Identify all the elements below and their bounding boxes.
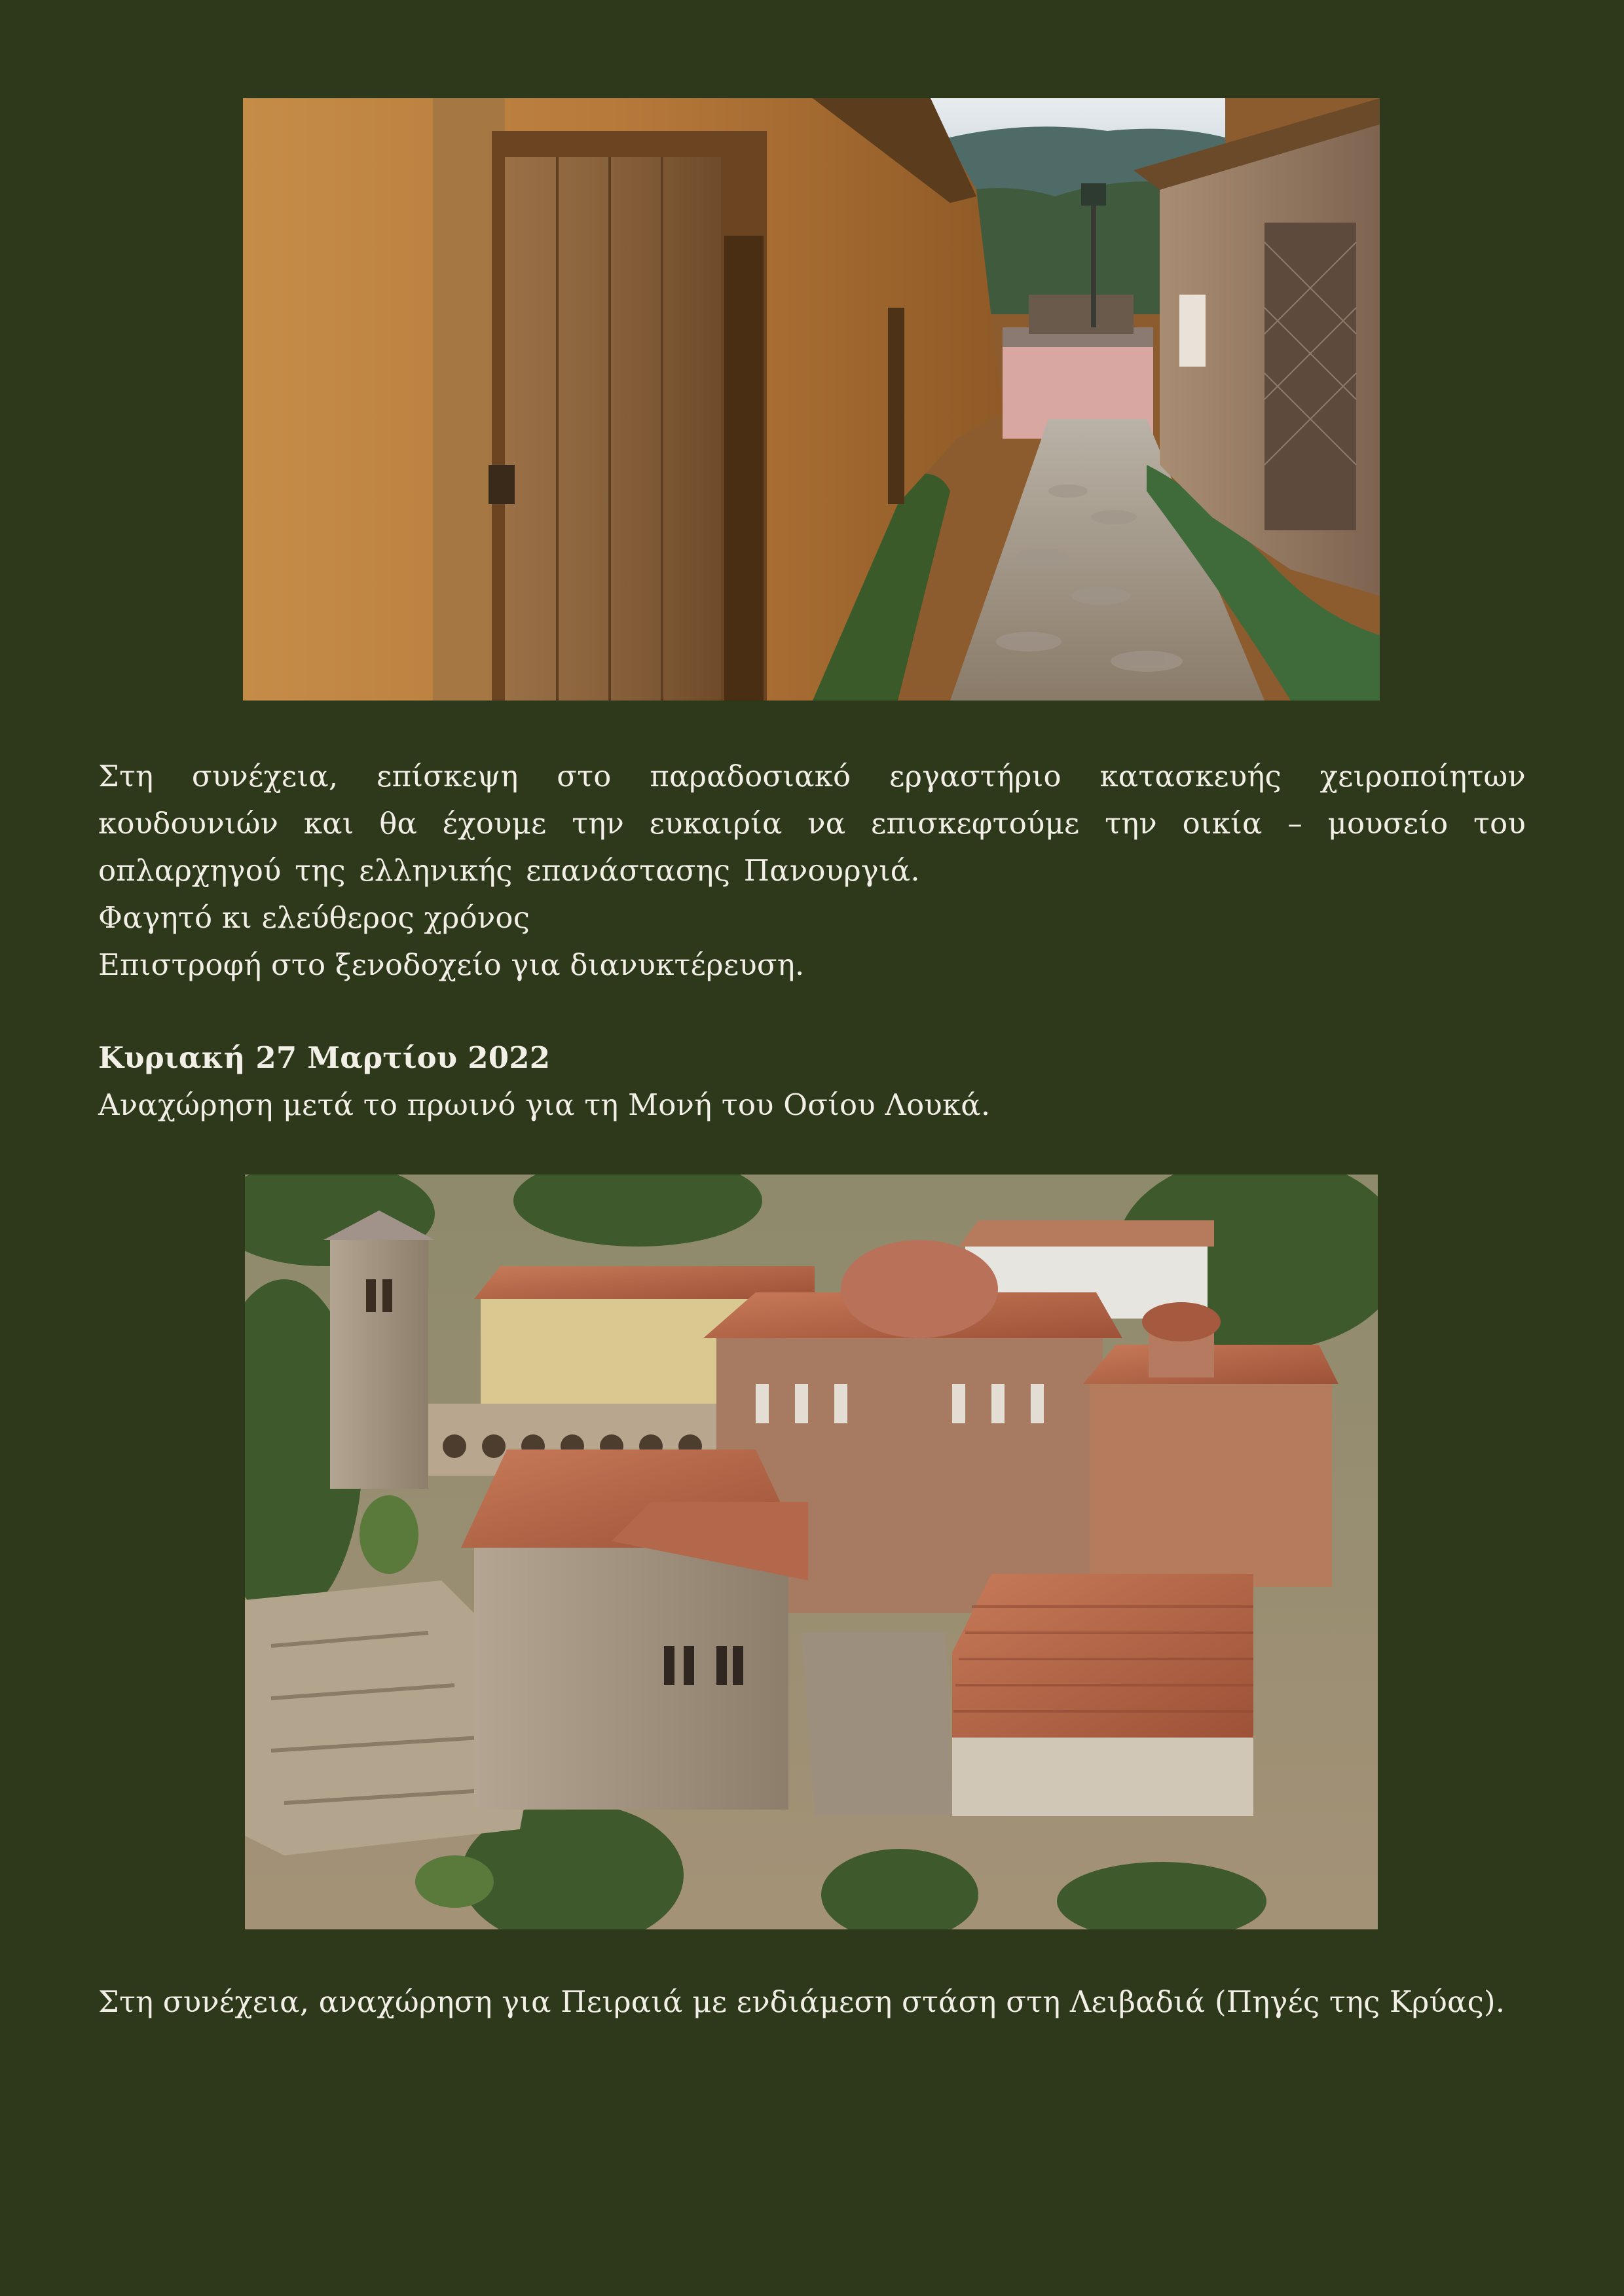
return-piraeus-line: Στη συνέχεια, αναχώρηση για Πειραιά με ενδιάμεση στάση στη Λειβαδιά (Πηγές της Κρύας). bbox=[98, 1984, 1505, 2019]
workshop-visit-paragraph: Στη συνέχεια, επίσκεψη στο παραδοσιακό εργαστήριο κατασκευής χειροποίητων κουδουνιών και θα έχουμε την ευκαιρία να επισκεφτούμε την οικία – μουσείο του οπλαρχηγού της ελληνικής επανάστασης Πανουργιά. bbox=[98, 759, 1526, 888]
itinerary-return-section bbox=[98, 1978, 1526, 2026]
itinerary-sunday-section bbox=[98, 1034, 1526, 1129]
monastery-departure-line: Αναχώρηση μετά το πρωινό για τη Μονή του Οσίου Λουκά. bbox=[98, 1087, 991, 1122]
food-free-time-line: Φαγητό κι ελεύθερος χρόνος bbox=[98, 900, 530, 935]
monastery-aerial-illustration bbox=[245, 1175, 1378, 1929]
hotel-return-line: Επιστροφή στο ξενοδοχείο για διανυκτέρευση. bbox=[98, 947, 805, 982]
monastery-aerial-photo bbox=[245, 1175, 1378, 1929]
village-alley-illustration bbox=[243, 98, 1380, 701]
itinerary-workshop-section bbox=[98, 753, 1526, 989]
village-alley-photo bbox=[243, 98, 1380, 701]
day-heading: Κυριακή 27 Μαρτίου 2022 bbox=[98, 1040, 551, 1075]
